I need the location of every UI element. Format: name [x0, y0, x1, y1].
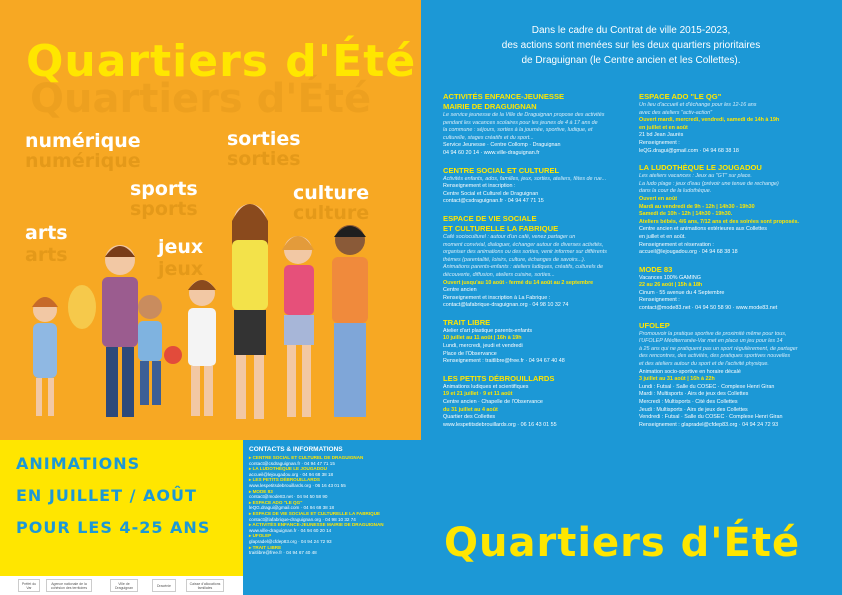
contacts-heading: CONTACTS & INFORMATIONS	[249, 446, 343, 453]
program-section	[443, 166, 633, 206]
section-line: accueil@lejougadou.org · 04 94 68 38 18	[639, 249, 738, 256]
keyword-numerique: numérique	[25, 130, 141, 152]
program-column-right	[639, 92, 829, 437]
section-title: ET CULTURELLE LA FABRIQUE	[443, 223, 559, 233]
animations-banner	[0, 440, 243, 576]
section-title: CENTRE SOCIAL ET CULTUREL	[443, 165, 560, 175]
keyword-sports: sports	[130, 178, 198, 200]
section-line: en juillet et en août.	[639, 233, 686, 240]
section-line: 04 94 60 20 14 · www.ville-draguignan.fr	[443, 149, 540, 156]
section-title: LES PETITS DÉBROUILLARDS	[443, 373, 555, 383]
section-line: du 31 juillet au 4 août	[443, 406, 498, 413]
section-line: Ouvert jusqu'au 10 août - fermé du 14 août au 2 septembre	[443, 279, 594, 286]
section-line: Centre ancien	[443, 287, 477, 294]
section-title: ESPACE DE VIE SOCIALE	[443, 213, 537, 223]
section-line: 22 au 26 août | 15h à 18h	[639, 282, 703, 289]
section-line: Quartier des Collettes	[443, 414, 496, 421]
section-line: Le service jeunesse de la Ville de Draguignan propose des activités	[443, 112, 605, 118]
contact-item: ▸ ESPACE DE VIE SOCIALE ET CULTURELLE LA FABRIQUE contact@lafabrique-draguignan.org · 04 98 10 32 74	[249, 510, 381, 522]
section-line: thèmes (parentalité, loisirs, culture, échanges de savoirs...).	[443, 256, 586, 263]
contact-item: ▸ LA LUDOTHÈQUE LE JOUGADOU accueil@lejougadou.org · 04 94 68 38 18	[249, 466, 334, 477]
section-line: Lundi : Futsal · Salle du COSEC · Complexe Henri Giran	[639, 383, 775, 390]
section-line: Renseignement et inscription à La Fabrique :	[443, 294, 551, 301]
teen-boy-figure	[332, 225, 368, 417]
dracenie-logo: Dracénie	[152, 579, 176, 592]
keyword-shadow: sports	[130, 198, 198, 220]
small-boy-figure	[138, 295, 182, 405]
partner-logos	[0, 576, 243, 595]
section-line: www.lespetitsdebrouillards.org · 06 16 43 01 55	[443, 421, 557, 428]
program-section	[443, 318, 633, 366]
section-line: l'UFOLEP Méditerranée-Var met en place un jeu pour les 14	[639, 338, 783, 345]
program-section	[639, 92, 829, 155]
section-line: Renseignement et inscription :	[443, 183, 516, 190]
section-line: Centre ancien et animations extérieures aux Collettes	[639, 226, 767, 233]
section-title: MAIRIE DE DRAGUIGNAN	[443, 102, 537, 111]
section-line: Renseignement et réservation :	[639, 241, 714, 248]
ville-draguignan-logo: Ville de Draguignan	[110, 579, 138, 592]
section-line: Centre ancien · Chapelle de l'Observance	[443, 399, 543, 406]
girl-figure	[32, 297, 58, 416]
anct-logo: Agence nationale de la cohésion des territoires	[46, 579, 92, 592]
contact-item: ▸ CENTRE SOCIAL ET CULTUREL DE DRAGUIGNAN contact@csdraguignan.fr · 04 94 47 71 15	[249, 455, 364, 466]
tall-girl-figure	[232, 204, 268, 419]
section-line: Mercredi : Multisports · Cité des Collettes	[639, 399, 738, 405]
section-line: dans la cour de la ludothèque.	[639, 188, 712, 195]
contact-item: ▸ ACTIVITÉS ENFANCE-JEUNESSE MAIRIE DE DRAGUIGNAN www.ville-draguignan.fr · 04 94 60 20 14	[249, 522, 384, 533]
section-line: la commune : séjours, sorties à la journée, sportive, ludique, et	[443, 127, 593, 134]
section-line: organiser des animations ou des sorties, venir informer sur différents	[443, 249, 607, 256]
section-line: Centre Social et Culturel de Draguignan	[443, 190, 539, 197]
section-line: avec des ateliers "activ-action"	[639, 109, 713, 116]
program-section	[443, 214, 633, 310]
section-line: Renseignement :	[639, 139, 680, 146]
section-line: à 25 ans qui ne pratiquent pas un sport régulièrement, de partager	[639, 345, 798, 352]
program-section	[639, 321, 829, 430]
section-line: contact@lafabrique-draguignan.org · 04 98 10 32 74	[443, 302, 569, 309]
section-line: Cinum · 55 avenue du 4 Septembre	[639, 289, 725, 296]
section-line: Service Jeunesse · Centre Collomp · Draguignan	[443, 142, 561, 149]
prefet-logo: Préfet du Var	[18, 579, 40, 592]
contact-item: ▸ MODE 83 contact@mode83.net · 04 94 50 58 90	[249, 488, 328, 500]
keyword-sorties: sorties	[227, 128, 301, 150]
section-title: LA LUDOTHÈQUE LE JOUGADOU	[639, 163, 762, 173]
keyword-culture: culture	[293, 182, 370, 204]
section-line: 19 et 21 juillet · 9 et 11 août	[443, 391, 513, 398]
section-line: contact@mode83.net · 04 94 50 58 90 · www.mode83.net	[639, 305, 778, 312]
section-line: moment convivial, dialoguer, échanger autour de diverses activités,	[443, 241, 604, 248]
section-line: Ouvert en août	[639, 195, 678, 202]
boy-guitar-figure	[68, 245, 138, 417]
section-line: Promouvoir la pratique sportive de proximité même pour tous,	[639, 330, 787, 337]
section-line: Lundi, mercredi, jeudi et vendredi	[443, 343, 523, 350]
section-line: Renseignement : traitlibre@free.fr · 04 94 67 40 48	[443, 358, 565, 365]
section-line: Ouvert mardi, mercredi, vendredi, samedi de 14h à 19h	[639, 117, 780, 124]
section-line: Vacances 100% GAMING	[639, 274, 701, 281]
section-line: culturelle, stages créatifs et du sport...	[443, 134, 534, 141]
info-panel	[421, 0, 842, 595]
section-line: 10 juillet au 11 août | 16h à 19h	[443, 335, 522, 342]
program-section	[639, 163, 829, 257]
keyword-shadow: culture	[293, 202, 370, 224]
cover-title: Quartiers d'Été	[26, 36, 417, 87]
program-section	[443, 374, 633, 430]
keyword-shadow: sorties	[227, 148, 301, 170]
section-line: La ludo plage : jeux d'eau (prévoir une tenue de rechange)	[639, 180, 779, 187]
section-line: Place de l'Observance	[443, 350, 497, 357]
section-line: leQG.dragui@gmail.com · 04 94 68 38 18	[639, 147, 739, 154]
section-line: découverte, diffusion, ateliers cuisine, sorties...	[443, 271, 555, 278]
section-line: Café socioculturel : autour d'un café, venez partager un	[443, 233, 576, 240]
section-line: Renseignement :	[639, 297, 680, 304]
girl-purple-figure	[282, 236, 314, 417]
caf-logo: Caisse d'allocations familiales	[186, 579, 224, 592]
section-line: Animations ludiques et scientifiques	[443, 383, 529, 390]
section-line: Renseignement : glapradel@cfdep83.org · 04 94 24 72 93	[639, 421, 779, 428]
section-line: Ateliers bébés, 4/6 ans, 7/12 ans et des soirées sont proposés.	[639, 218, 799, 225]
animations-line-1: ANIMATIONS	[16, 454, 141, 473]
keyword-shadow: numérique	[25, 150, 141, 172]
section-line: Atelier d'art plastique parents-enfants	[443, 327, 533, 334]
section-line: Mardi au vendredi de 9h - 12h | 14h30 - 19h30	[639, 203, 755, 210]
intro-text: Dans le cadre du Contrat de ville 2015-2023, des actions sont menées sur les deux quartiers prioritaires de Draguignan (le Centre ancien et les Collettes).	[501, 25, 761, 66]
people-illustration	[20, 195, 400, 445]
section-line: pendant les vacances scolaires pour les jeunes de 4 à 17 ans de	[443, 119, 598, 126]
program-column-left	[443, 92, 633, 437]
section-line: Animation socio-sportive en horaire décalé	[639, 368, 741, 375]
contacts-box	[243, 440, 421, 595]
boy-white-shirt-figure	[188, 280, 216, 416]
section-title: ACTIVITÉS ENFANCE-JEUNESSE	[443, 92, 565, 101]
section-line: Jeudi : Multisports · Airs de jeux des Collettes	[639, 406, 748, 413]
section-title: MODE 83	[639, 264, 673, 274]
animations-line-3: POUR LES 4-25 ANS	[16, 518, 211, 537]
section-line: Les ateliers vacances : Jeux au "GT" sur place.	[639, 173, 752, 180]
title-shadow: Quartiers d'Été	[30, 76, 372, 122]
section-line: 3 juillet au 31 août | 16h à 22h	[639, 376, 715, 383]
keyword-jeux: jeux	[158, 236, 204, 258]
footer-title: Quartiers d'Été	[444, 520, 801, 566]
section-line: des rencontres, des activités, des pratiques sportives nouvelles	[639, 353, 791, 360]
section-line: 21 bd Jean Jaurès	[639, 132, 684, 139]
contact-item: ▸ ESPACE ADO "LE QG" leQG.dragui@gmail.com · 04 94 68 38 18	[249, 499, 335, 511]
contact-item: ▸ TRAIT LIBRE traitlibre@free.fr · 04 94 67 40 48	[249, 544, 317, 556]
section-line: en juillet et en août	[639, 124, 688, 131]
program-section	[639, 265, 829, 313]
section-line: Un lieu d'accueil et d'échange pour les 12-16 ans	[639, 102, 757, 108]
section-title: ESPACE ADO "LE QG"	[639, 92, 722, 101]
section-line: Activités enfants, ados, familles, jeux, sorties, ateliers, fêtes de rue...	[443, 175, 607, 182]
section-line: Animations parents-enfants : ateliers ludiques, créatifs, culturels de	[443, 264, 604, 271]
contact-item: ▸ UFOLEP glapradel@cfdep83.org · 04 94 24 72 93	[249, 533, 332, 544]
animations-line-2: EN JUILLET / AOÛT	[16, 486, 197, 505]
contact-item: ▸ LES PETITS DÉBROUILLARDS www.lespetitsdebrouillards.org · 06 16 43 01 55	[249, 477, 346, 488]
program-section	[443, 92, 633, 158]
section-title: TRAIT LIBRE	[443, 317, 491, 327]
section-line: Vendredi : Futsal · Salle du COSEC · Complexe Henri Giran	[639, 414, 783, 421]
section-line: Samedi de 10h - 12h | 14h30 - 19h30.	[639, 211, 733, 218]
cover-footer	[0, 440, 421, 595]
keyword-arts: arts	[25, 222, 68, 244]
section-line: contact@csdraguignan.fr · 04 94 47 71 15	[443, 198, 544, 205]
section-title: UFOLEP	[639, 320, 670, 330]
section-line: et des ateliers autour du sport et de l'activité physique.	[639, 361, 769, 368]
keyword-shadow: jeux	[158, 258, 204, 280]
section-line: Mardi : Multisports · Airs de jeux des Collettes	[639, 391, 749, 398]
keyword-shadow: arts	[25, 244, 68, 266]
